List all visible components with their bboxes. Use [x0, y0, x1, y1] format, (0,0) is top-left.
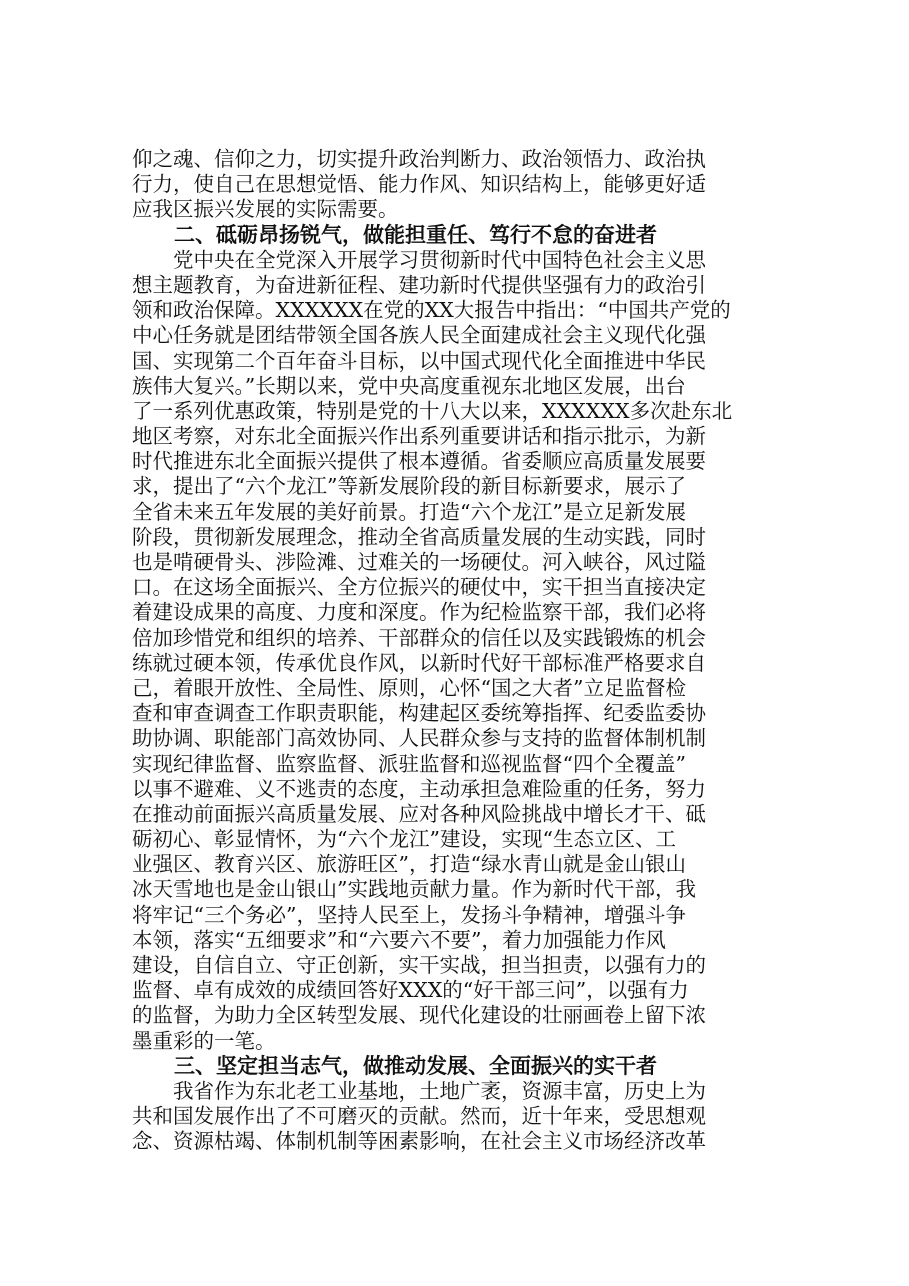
body-line: 监督、卓有成效的成绩回答好XXX的“好干部三问”，以强有力 [132, 978, 689, 1003]
body-line: 本领，落实“五细要求”和“六要六不要”，着力加强能力作风 [132, 927, 666, 952]
section-heading: 二、砥砺昂扬锐气，做能担重任、笃行不怠的奋进者 [132, 222, 657, 247]
body-line: 助协调、职能部门高效协同、人民群众参与支持的监督体制机制 [132, 726, 706, 751]
body-line: 实现纪律监督、监察监督、派驻监督和巡视监督“四个全覆盖” [132, 751, 686, 776]
body-line: 也是啃硬骨头、涉险滩、过难关的一场硬仗。河入峡谷，风过隘 [132, 550, 706, 574]
body-line: 行力，使自己在思想觉悟、能力作风、知识结构上，能够更好适 [132, 172, 706, 197]
body-line: 以事不避难、义不逃责的态度，主动承担急难险重的任务，努力 [132, 776, 706, 801]
body-line: 国、实现第二个百年奋斗目标，以中国式现代化全面推进中华民 [132, 348, 706, 373]
body-line: 建设，自信自立、守正创新，实干实战，担当担责，以强有力的 [132, 953, 706, 977]
section-heading: 三、坚定担当志气，做推动发展、全面振兴的实干者 [132, 1053, 657, 1078]
body-line: 时代推进东北全面振兴提供了根本遵循。省委顺应高质量发展要 [132, 449, 706, 474]
body-line: 应我区振兴发展的实际需要。 [132, 197, 399, 222]
body-line: 了一系列优惠政策，特别是党的十八大以来，XXXXXX多次赴东北 [132, 398, 733, 423]
body-line: 地区考察，对东北全面振兴作出系列重要讲话和指示批示，为新 [132, 424, 706, 449]
body-line: 倍加珍惜党和组织的培养、干部群众的信任以及实践锻炼的机会 [132, 625, 706, 650]
body-line: 业强区、教育兴区、旅游旺区”，打造“绿水青山就是金山银山 [132, 852, 686, 877]
body-line: 将牢记“三个务必”，坚持人民至上，发扬斗争精神，增强斗争 [132, 902, 686, 927]
body-line: 阶段，贯彻新发展理念，推动全省高质量发展的生动实践，同时 [132, 524, 706, 549]
body-line: 共和国发展作出了不可磨灭的贡献。然而，近十年来，受思想观 [132, 1104, 706, 1129]
body-line: 中心任务就是团结带领全国各族人民全面建成社会主义现代化强 [132, 323, 706, 348]
body-line: 冰天雪地也是金山银山”实践地贡献力量。作为新时代干部，我 [132, 877, 696, 902]
body-line: 全省未来五年发展的美好前景。打造“六个龙江”是立足新发展 [132, 499, 686, 524]
body-line: 党中央在全党深入开展学习贯彻新时代中国特色社会主义思 [132, 247, 706, 272]
body-line: 在推动前面振兴高质量发展、应对各种风险挑战中增长才干、砥 [132, 801, 706, 826]
body-line: 领和政治保障。XXXXXX在党的XX大报告中指出：“中国共产党的 [132, 298, 731, 323]
body-line: 着建设成果的高度、力度和深度。作为纪检监察干部，我们必将 [132, 600, 706, 625]
body-line: 查和审查调查工作职责职能，构建起区委统筹指挥、纪委监委协 [132, 701, 706, 726]
document-body [132, 147, 812, 1155]
body-line: 我省作为东北老工业基地，土地广袤，资源丰富，历史上为 [132, 1078, 706, 1103]
body-line: 的监督，为助力全区转型发展、现代化建设的壮丽画卷上留下浓 [132, 1003, 706, 1028]
body-line: 族伟大复兴。”长期以来，党中央高度重视东北地区发展，出台 [132, 373, 686, 398]
body-line: 练就过硬本领，传承优良作风，以新时代好干部标准严格要求自 [132, 650, 706, 675]
body-line: 想主题教育，为奋进新征程、建功新时代提供坚强有力的政治引 [132, 272, 706, 297]
body-line: 仰之魂、信仰之力，切实提升政治判断力、政治领悟力、政治执 [132, 147, 706, 171]
body-line: 求，提出了“六个龙江”等新发展阶段的新目标新要求，展示了 [132, 474, 686, 499]
body-line: 己，着眼开放性、全局性、原则，心怀“国之大者”立足监督检 [132, 675, 686, 700]
body-line: 墨重彩的一笔。 [132, 1028, 276, 1053]
body-line: 口。在这场全面振兴、全方位振兴的硬仗中，实干担当直接决定 [132, 575, 706, 600]
body-line: 念、资源枯竭、体制机制等困素影响，在社会主义市场经济改革 [132, 1129, 706, 1154]
body-line: 砺初心、彰显情怀，为“六个龙江”建设，实现“生态立区、工 [132, 827, 676, 852]
